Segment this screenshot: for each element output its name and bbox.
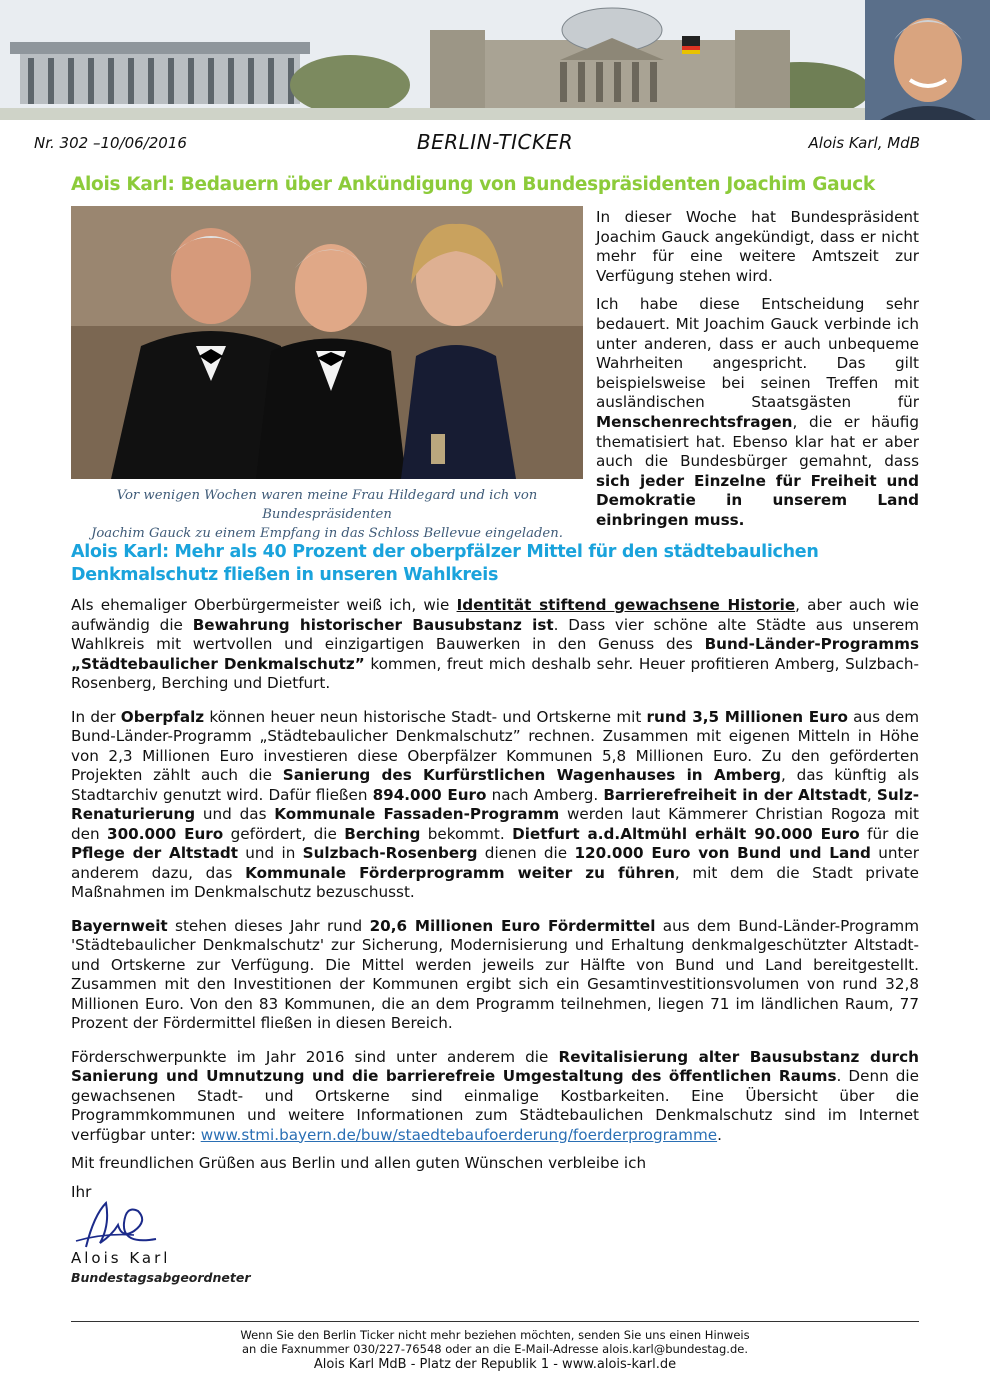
text-run: aus dem Bund-Länder-Programm „Städtebaulicher Denkmalschutz” rechnen. Zusammen mit eigenen Mitteln in Höhe von 2,3 Millionen Euro investieren diese Oberpfälzer Kommunen 5,8 Millionen Euro. Zu den geförderten Projekten zählt auch die (71, 707, 919, 784)
article1-heading: Alois Karl: Bedauern über Ankündigung von Bundespräsidenten Joachim Gauck (71, 174, 875, 195)
text-run: , aber auch wie aufwändig die (71, 596, 919, 634)
issue-number: Nr. 302 –10/06/2016 (34, 134, 187, 152)
bold-text: 300.000 Euro (107, 824, 224, 843)
footer-divider (71, 1321, 919, 1322)
text-run: . (717, 1125, 722, 1144)
text-run: , (866, 785, 877, 804)
photo-caption (71, 486, 583, 543)
reichstag-banner-image (0, 0, 990, 120)
text-run: . Denn die gewachsenen Stadt- und Ortskerne sind einmalige Kostbarkeiten. Eine Übersicht über die Programmkommunen und weitere Informationen zum Städtebaulichen Denkmalschutz sind im Internet verfügbar unter: (71, 1067, 919, 1144)
bold-text: sich jeder Einzelne für Freiheit und Demokratie in unserem Land einbringen muss. (596, 471, 919, 529)
photo-graphic (71, 206, 583, 479)
caption-line: Vor wenigen Wochen waren meine Frau Hildegard und ich von Bundespräsidenten (116, 488, 538, 522)
text-run: In der (71, 707, 121, 726)
footer-address: Alois Karl MdB - Platz der Republik 1 - www.alois-karl.de (313, 1357, 677, 1372)
text-run: . Dass vier schöne alte Städte aus unserem Wahlkreis mit wertvollen und einzigartigen Bauwerken in den Genuss des (71, 615, 919, 653)
text-run: werden laut Kämmerer Christian Rogoza mit den (71, 805, 919, 843)
closing-greeting: Mit freundlichen Grüßen aus Berlin und allen guten Wünschen verbleibe ich (71, 1154, 647, 1172)
bold-text: rund 3,5 Millionen Euro (646, 707, 848, 726)
text-run: aus dem Bund-Länder-Programm 'Städtebaulicher Denkmalschutz' zur Sicherung, Modernisierung und Erhaltung denkmalgeschützter Altstadt- und Ortskerne zur Verfügung. Die Mittel werden jeweils zur Hälfte von Bund und Land bereitgestellt. Zusammen mit den Investitionen der Kommunen ergibt sich ein Gesamtinvestitionsvolumen von rund 32,8 Millionen Euro. Von den 83 Kommunen, die an dem Programm teilnehmen, liegen 71 im ländlichen Raum, 77 Prozent der Fördermittel fließen in diesen Bereich. (71, 916, 919, 1032)
bold-text: Pflege der Altstadt (71, 844, 238, 862)
bold-text: Bayernweit (71, 916, 168, 935)
bold-text: 894.000 Euro (372, 785, 487, 804)
text-run: , die er häufig thematisiert hat. Ebenso klar hat er aber auch die Bundesbürger gemahnt, dass (596, 412, 919, 471)
signature-name: Alois Karl (71, 1249, 171, 1267)
text-run: bekommt. (420, 824, 513, 843)
text-run: und in (237, 844, 303, 862)
paragraph-2 (71, 708, 919, 903)
text-run: und das (195, 805, 275, 823)
author-header: Alois Karl, MdB (808, 134, 920, 152)
closing-ihr: Ihr (71, 1183, 92, 1201)
bold-text: Bewahrung historischer Bausubstanz ist (192, 615, 554, 634)
paragraph-4 (71, 1048, 919, 1146)
footer-line: Wenn Sie den Berlin Ticker nicht mehr beziehen möchten, senden Sie uns einen Hinweis (240, 1328, 750, 1342)
text-run: Förderschwerpunkte im Jahr 2016 sind unter anderem die (71, 1047, 559, 1066)
text-run: stehen dieses Jahr rund (167, 916, 370, 935)
footer (71, 1328, 919, 1373)
bold-text: Berching (344, 824, 421, 843)
paragraph: In dieser Woche hat Bundespräsident Joachim Gauck angekündigt, dass er nicht mehr für eine weitere Amtszeit zur Verfügung stehen wird. (596, 208, 919, 285)
article2-heading: Alois Karl: Mehr als 40 Prozent der oberpfälzer Mittel für den städtebaulichen Denkmalschutz fließen in unseren Wahlkreis (71, 542, 819, 585)
text-run: können heuer neun historische Stadt- und Ortskerne mit (204, 707, 647, 726)
bold-text: Kommunale Fassaden-Programm (274, 805, 560, 823)
header-banner (0, 0, 990, 120)
bold-text: Sulzbach-Rosenberg (302, 844, 478, 862)
bold-text: Sulz-Renaturierung (71, 785, 920, 823)
signature-role: Bundestagsabgeordneter (71, 1270, 251, 1285)
newsletter-title: BERLIN-TICKER (416, 130, 574, 154)
paragraph (596, 295, 919, 530)
bold-text: Oberpfalz (120, 707, 205, 726)
signature-image (64, 1195, 184, 1255)
text-run: unter anderem dazu, das (71, 844, 919, 882)
text-run: kommen, freut mich deshalb sehr. Heuer profitieren Amberg, Sulzbach-Rosenberg, Berching und Dietfurt. (71, 654, 919, 692)
bold-text: Menschenrechtsfragen (596, 412, 793, 431)
bold-text: Bund-Länder-Programms „Städtebaulicher Denkmalschutz” (71, 635, 919, 673)
text-run: , mit dem die Stadt private Maßnahmen im Denkmalschutz bezuschusst. (71, 863, 920, 901)
bold-text: Dietfurt a.d.Altmühl erhält 90.000 Euro (512, 824, 860, 843)
program-link[interactable]: www.stmi.bayern.de/buw/staedtebaufoerderung/foerderprogramme (200, 1125, 718, 1144)
paragraph-3 (71, 917, 919, 1034)
reception-photo (71, 206, 583, 479)
text-run: Als ehemaliger Oberbürgermeister weiß ich, wie (71, 596, 457, 614)
bold-text: 20,6 Millionen Euro Fördermittel (369, 916, 656, 935)
bold-text: Barrierefreiheit in der Altstadt (603, 785, 867, 804)
text-run: gefördert, die (223, 824, 345, 843)
text-run: , das künftig als Stadtarchiv genutzt wird. Dafür fließen (71, 766, 919, 804)
footer-line: an die Faxnummer 030/227-76548 oder an die E-Mail-Adresse alois.karl@bundestag.de. (242, 1342, 748, 1356)
text-run: Ich habe diese Entscheidung sehr bedauert. Mit Joachim Gauck verbinde ich unter anderen, dass er auch unbequeme Wahrheiten angespricht. Das gilt beispielsweise bei seinen Treffen mit ausländischen Staatsgästen für (596, 295, 919, 412)
caption-line: Joachim Gauck zu einem Empfang in das Schloss Bellevue eingeladen. (91, 526, 563, 541)
bold-text: 120.000 Euro von Bund und Land (574, 844, 871, 862)
bold-text: Kommunale Förderprogramm weiter zu führen (245, 863, 675, 882)
article2-body (71, 596, 919, 1159)
bold-text: Revitalisierung alter Bausubstanz durch Sanierung und Umnutzung und die barrierefreie Umgestaltung des öffentlichen Raums (71, 1047, 919, 1085)
bold-text: Sanierung des Kurfürstlichen Wagenhauses in Amberg (282, 766, 781, 784)
bold-text: Identität stiftend gewachsene Historie (456, 596, 796, 614)
article1-body (596, 208, 919, 540)
paragraph-1 (71, 596, 919, 694)
text-run: nach Amberg. (486, 785, 604, 804)
text-run: dienen die (477, 844, 575, 862)
text-run: für die (859, 824, 919, 843)
